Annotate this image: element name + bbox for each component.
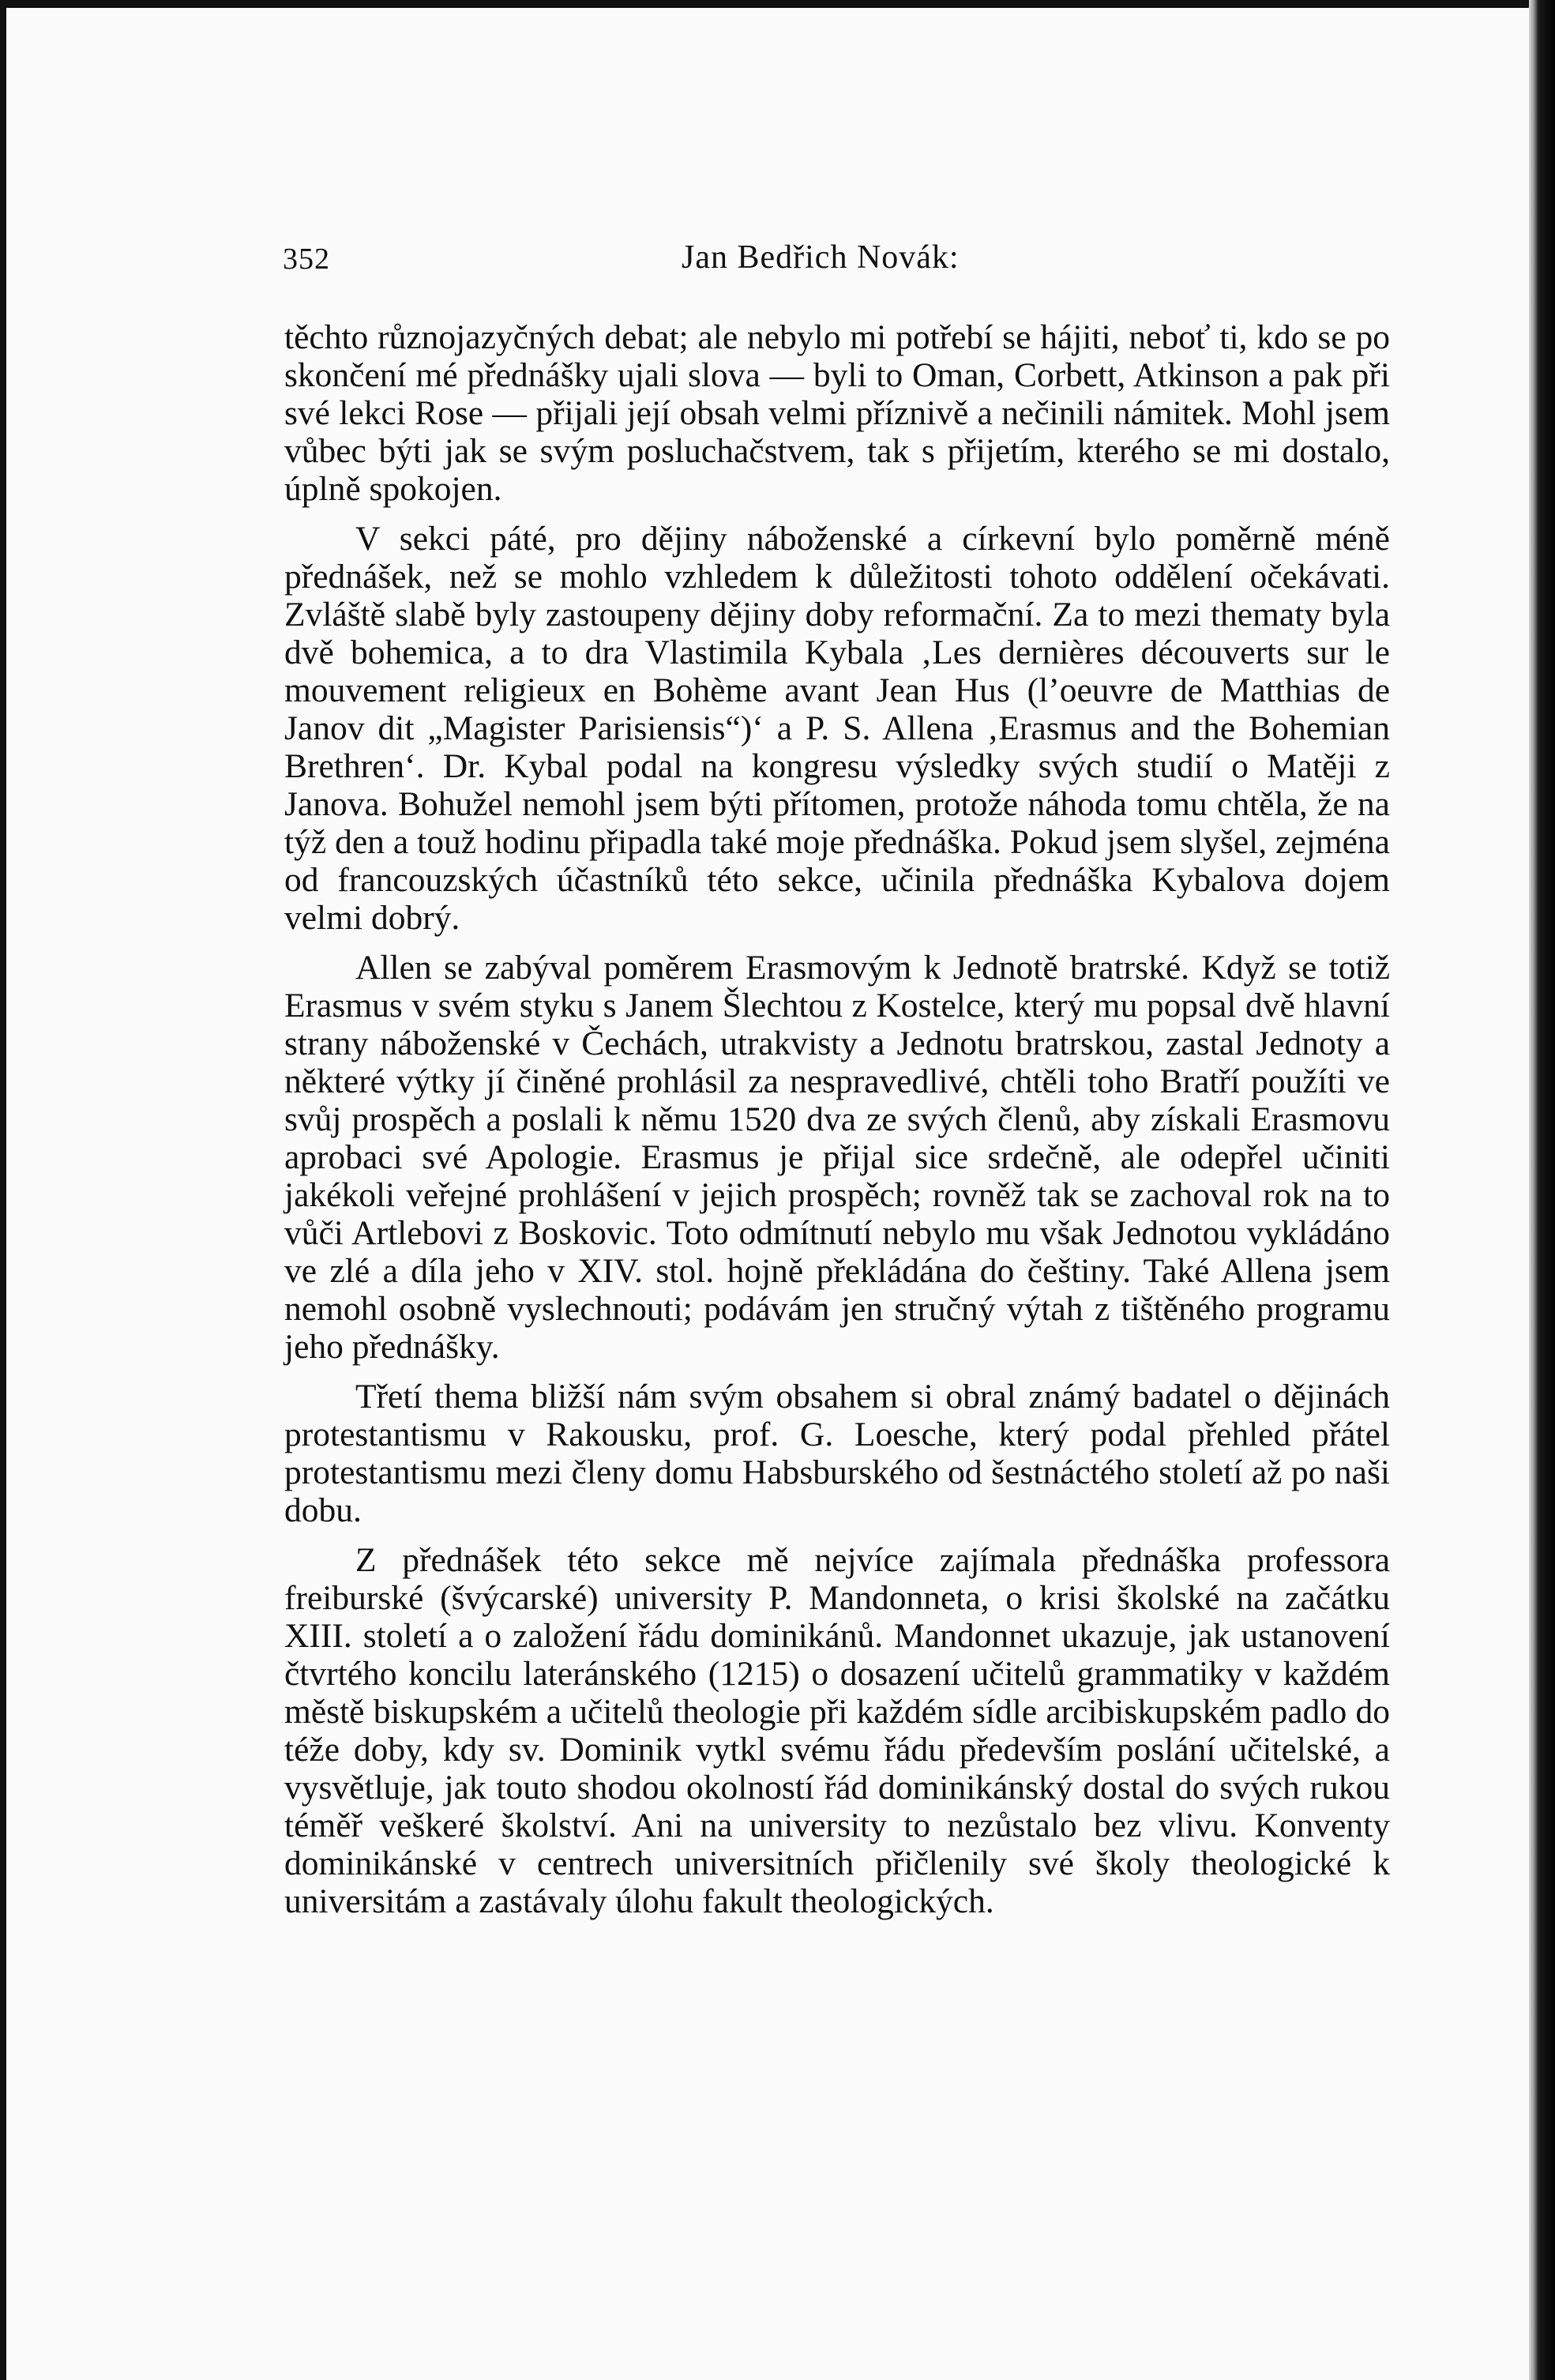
paragraph-5: Z přednášek této sekce mě nejvíce zajímala přednáška professora freiburské (švýcarské) university P. Mandonneta, o krisi školské na začátku XIII. století a o založení řádu dominikánů. Mandonnet ukazuje, jak ustanovení čtvrtého koncilu lateránského (1215) o dosazení učitelů grammatiky v každém městě biskupském a učitelů theologie při každém sídle arcibiskupském padlo do téže doby, kdy sv. Dominik vytkl svému řádu především poslání učitelské, a vysvětluje, jak touto shodou okolností řád dominikánský dostal do svých rukou téměř veškeré školství. Ani na university to nezůstalo bez vlivu. Konventy dominikánské v centrech universitních přičlenily své školy theologické k universitám a zastávaly úlohu fakult theologických. [284,1541,1390,1920]
body-text [284,318,1390,1932]
page-number: 352 [283,243,330,276]
running-head: Jan Bedřich Novák: [682,239,960,276]
page-header [283,239,1404,286]
paragraph-3: Allen se zabýval poměrem Erasmovým k Jednotě bratrské. Když se totiž Erasmus v svém styku s Janem Šlechtou z Kostelce, který mu popsal dvě hlavní strany náboženské v Čechách, utrakvisty a Jednotu bratrskou, zastal Jednoty a některé výtky jí činěné prohlásil za nespravedlivé, chtěli toho Bratří použíti ve svůj prospěch a poslali k němu 1520 dva ze svých členů, aby získali Erasmovu aprobaci své Apologie. Erasmus je přijal sice srdečně, ale odepřel učiniti jakékoli veřejné prohlášení v jejich prospěch; rovněž tak se zachoval rok na to vůči Artlebovi z Boskovic. Toto odmítnutí nebylo mu však Jednotou vykládáno ve zlé a díla jeho v XIV. stol. hojně překládána do češtiny. Také Allena jsem nemohl osobně vyslechnouti; podávám jen stručný výtah z tištěného programu jeho přednášky. [284,949,1390,1366]
scan-edge [1529,0,1555,2380]
paragraph-2: V sekci páté, pro dějiny náboženské a církevní bylo poměrně méně přednášek, než se mohlo vzhledem k důležitosti tohoto oddělení očekávati. Zvláště slabě byly zastoupeny dějiny doby reformační. Za to mezi thematy byla dvě bohemica, a to dra Vlastimila Kybala ‚Les dernières découverts sur le mouvement religieux en Bohème avant Jean Hus (l’oeuvre de Matthias de Janov dit „Magister Parisiensis“)‘ a P. S. Allena ‚Erasmus and the Bohemian Brethren‘. Dr. Kybal podal na kongresu výsledky svých studií o Matěji z Janova. Bohužel nemohl jsem býti přítomen, protože náhoda tomu chtěla, že na týž den a touž hodinu připadla také moje přednáška. Pokud jsem slyšel, zejména od francouzských účastníků této sekce, učinila přednáška Kybalova dojem velmi dobrý. [284,520,1390,937]
paragraph-4: Třetí thema bližší nám svým obsahem si obral známý badatel o dějinách protestantismu v Rakousku, prof. G. Loesche, který podal přehled přátel protestantismu mezi členy domu Habsburského od šestnáctého století až po naši dobu. [284,1378,1390,1529]
paragraph-1: těchto různojazyčných debat; ale nebylo mi potřebí se hájiti, neboť ti, kdo se po skončení mé přednášky ujali slova — byli to Oman, Corbett, Atkinson a pak při své lekci Rose — přijali její obsah velmi příznivě a nečinili námitek. Mohl jsem vůbec býti jak se svým posluchačstvem, tak s přijetím, kterého se mi dostalo, úplně spokojen. [284,318,1390,508]
